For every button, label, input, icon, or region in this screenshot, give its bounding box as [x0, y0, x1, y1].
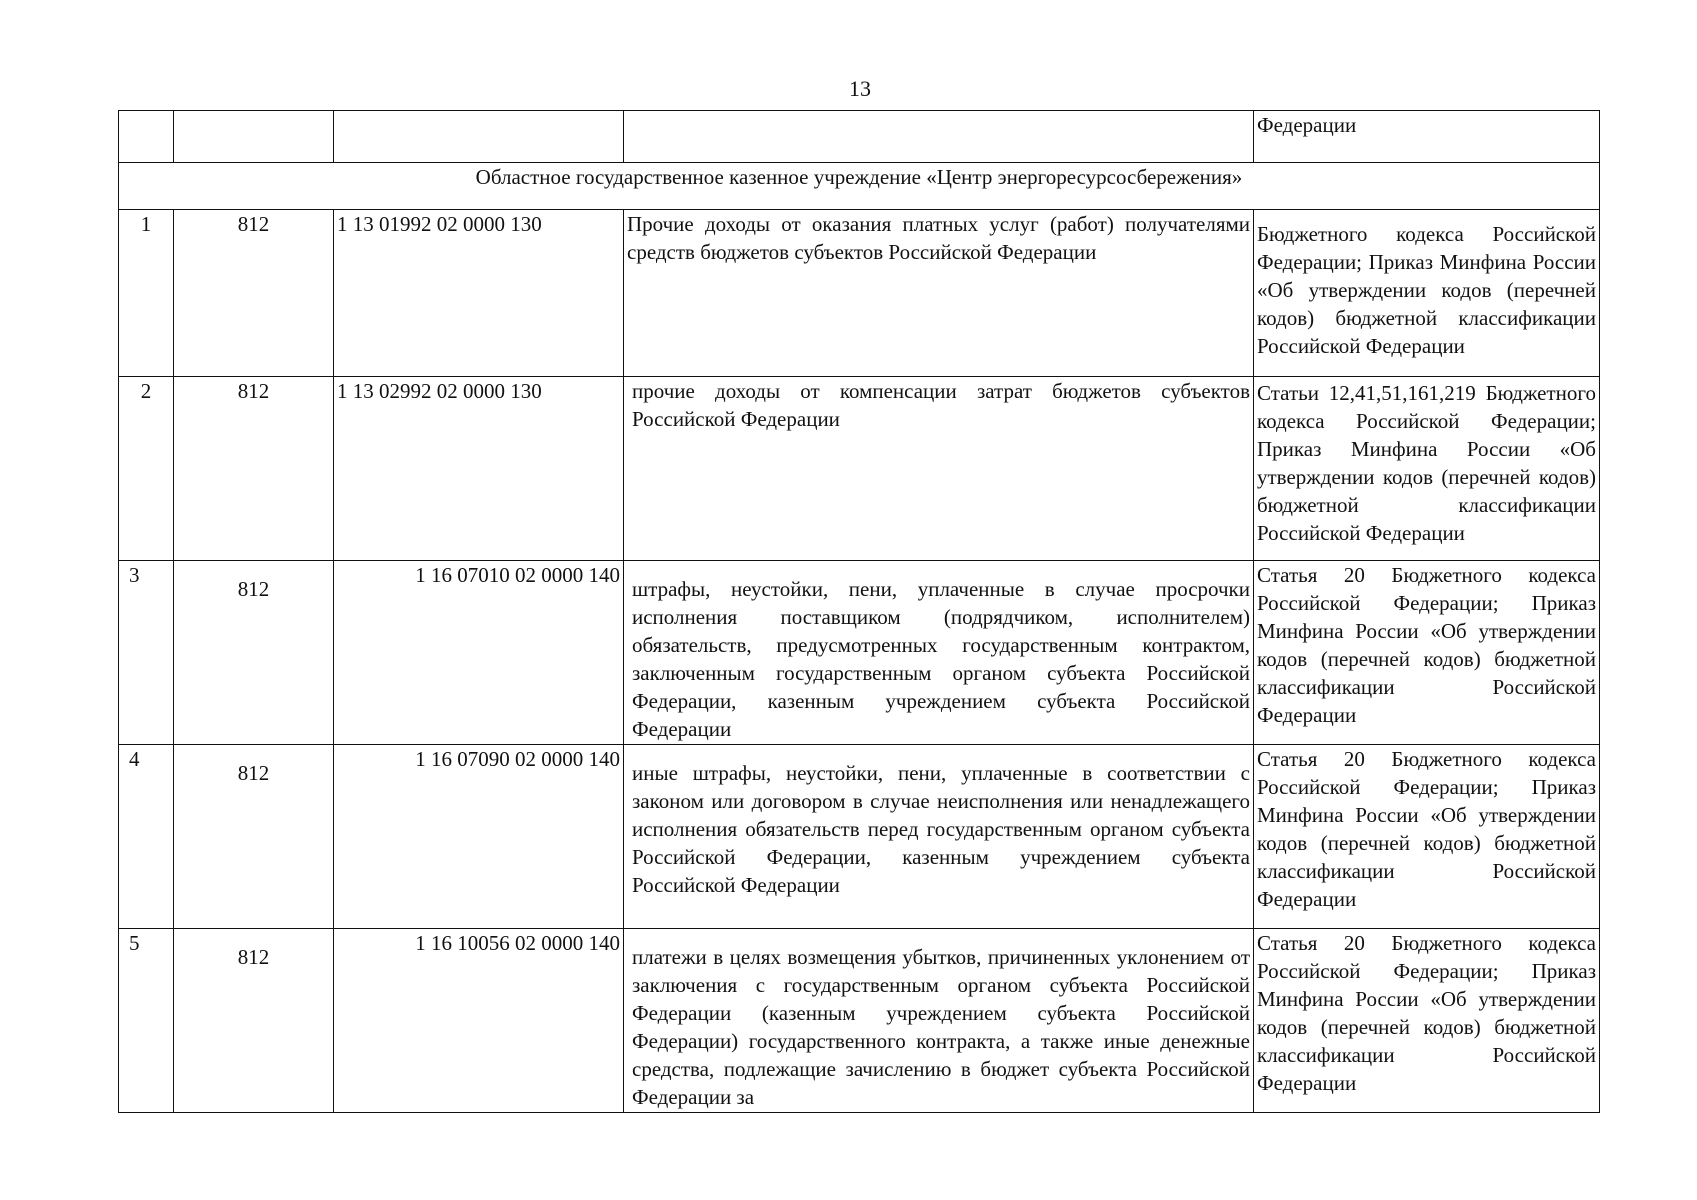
page-number: 13 [849, 76, 871, 101]
income-name: иные штрафы, неустойки, пени, уплаченные в соответствии с законом или договором в случае неисполнения или ненадлежащего исполнения обязательств перед государственным органом субъекта Российской Федерации, казенным учреждением субъекта Российской Федерации [624, 745, 1254, 929]
row-number: 1 [119, 210, 174, 377]
row-number: 4 [119, 745, 174, 929]
section-title: Областное государственное казенное учреждение «Центр энергоресурсосбережения» [119, 163, 1600, 210]
income-name: Прочие доходы от оказания платных услуг (работ) получателями средств бюджетов субъектов Российской Федерации [624, 210, 1254, 377]
cell-name [624, 111, 1254, 163]
admin-code: 812 [174, 929, 334, 1113]
admin-code: 812 [174, 745, 334, 929]
admin-code: 812 [174, 210, 334, 377]
income-name: платежи в целях возмещения убытков, причиненных уклонением от заключения с государственным органом субъекта Российской Федерации (казенным учреждением субъекта Российской Федерации) государственного контракта, а также иные денежные средства, подлежащие зачислению в бюджет субъекта Российской Федерации за [624, 929, 1254, 1113]
legal-basis: Статья 20 Бюджетного кодекса Российской Федерации; Приказ Минфина России «Об утверждении кодов (перечней кодов) бюджетной классификации Российской Федерации [1254, 561, 1600, 745]
income-code: 1 13 02992 02 0000 130 [334, 377, 624, 561]
legal-basis: Статьи 12,41,51,161,219 Бюджетного кодекса Российской Федерации; Приказ Минфина России «Об утверждении кодов (перечней кодов) бюджетной классификации Российской Федерации [1254, 377, 1600, 561]
table-row-continuation [119, 111, 1600, 163]
income-name: штрафы, неустойки, пени, уплаченные в случае просрочки исполнения поставщиком (подрядчиком, исполнителем) обязательств, предусмотренных государственным контрактом, заключенным государственным органом субъекта Российской Федерации, казенным учреждением субъекта Российской Федерации [624, 561, 1254, 745]
admin-code: 812 [174, 377, 334, 561]
row-number: 5 [119, 929, 174, 1113]
income-code: 1 16 07090 02 0000 140 [334, 745, 624, 929]
income-name: прочие доходы от компенсации затрат бюджетов субъектов Российской Федерации [624, 377, 1254, 561]
legal-basis: Статья 20 Бюджетного кодекса Российской Федерации; Приказ Минфина России «Об утверждении кодов (перечней кодов) бюджетной классификации Российской Федерации [1254, 929, 1600, 1113]
income-code: 1 13 01992 02 0000 130 [334, 210, 624, 377]
cell-income-code [334, 111, 624, 163]
cell-num [119, 111, 174, 163]
row-number: 2 [119, 377, 174, 561]
table-row [119, 210, 1600, 377]
table-row [119, 377, 1600, 561]
row-number: 3 [119, 561, 174, 745]
table-row [119, 929, 1600, 1113]
income-code: 1 16 07010 02 0000 140 [334, 561, 624, 745]
cell-basis: Федерации [1254, 111, 1600, 163]
admin-code: 812 [174, 561, 334, 745]
section-header-row [119, 163, 1600, 210]
income-admin-table [118, 110, 1600, 1113]
cell-admin-code [174, 111, 334, 163]
table-row [119, 561, 1600, 745]
table-row [119, 745, 1600, 929]
legal-basis: Бюджетного кодекса Российской Федерации; Приказ Минфина России «Об утверждении кодов (перечней кодов) бюджетной классификации Российской Федерации [1254, 210, 1600, 377]
legal-basis: Статья 20 Бюджетного кодекса Российской Федерации; Приказ Минфина России «Об утверждении кодов (перечней кодов) бюджетной классификации Российской Федерации [1254, 745, 1600, 929]
income-code: 1 16 10056 02 0000 140 [334, 929, 624, 1113]
